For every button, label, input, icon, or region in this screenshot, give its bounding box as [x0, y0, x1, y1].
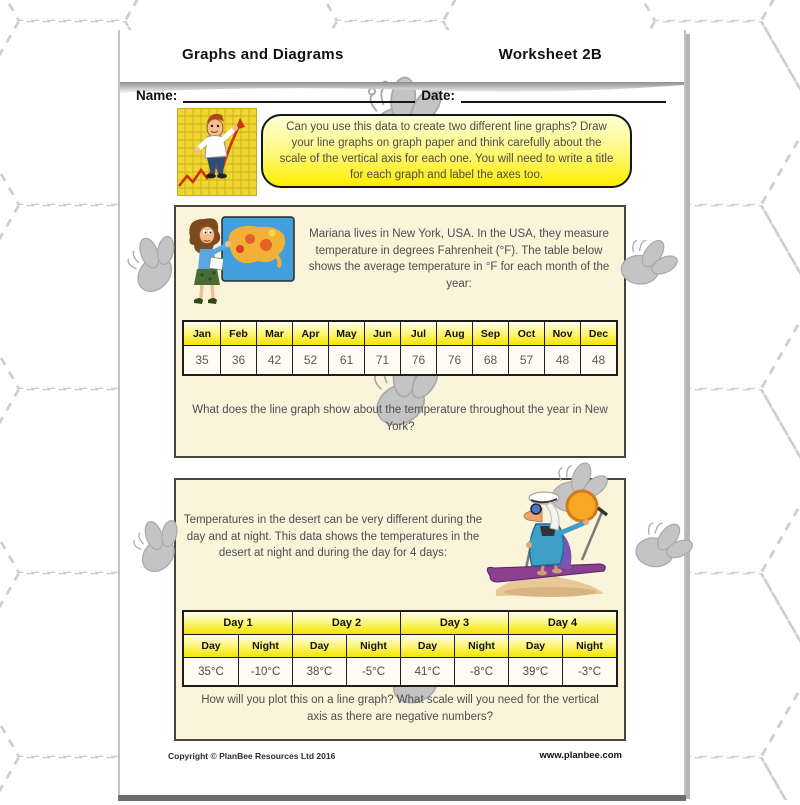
temp-value-cell: 39°C: [508, 658, 562, 685]
month-value-cell: 42: [256, 346, 292, 374]
worksheet-page: [118, 30, 686, 795]
page-title: Graphs and Diagrams: [182, 46, 344, 63]
daynight-header-cell: Day: [292, 635, 346, 658]
month-header-cell: Feb: [220, 322, 256, 346]
graph-cartoon-image: [177, 108, 257, 196]
website-text: www.planbee.com: [539, 750, 622, 761]
month-header-cell: Jul: [400, 322, 436, 346]
section1-question: What does the line graph show about the temperature throughout the year in New York?: [192, 404, 608, 433]
month-header-cell: Jan: [184, 322, 220, 346]
section2-paragraph: Temperatures in the desert can be very different during the day and at night. This data shows the temperatures in the desert at night and during the day for 4 days:: [183, 514, 483, 560]
monthly-temperature-table: [182, 320, 618, 376]
temp-value-cell: 35°C: [198, 665, 224, 678]
temp-value-cell: -3°C: [562, 658, 616, 685]
temp-value-cell: 38°C: [292, 658, 346, 685]
month-value-cell: 68: [472, 346, 508, 374]
desert-skier-image: [478, 482, 622, 602]
month-header-cell: Mar: [256, 322, 292, 346]
month-value-cell: 57: [508, 346, 544, 374]
daynight-header-cell: Night: [238, 635, 292, 658]
worksheet-number: Worksheet 2B: [498, 46, 602, 63]
daynight-header-cell: Day: [508, 635, 562, 658]
temp-value-cell: -10°C: [238, 658, 292, 685]
day-header-cell: Day 2: [292, 612, 400, 635]
section2-question: How will you plot this on a line graph? What scale will you need for the vertical axis as there are negative numbers?: [201, 694, 599, 723]
day-header-cell: Day 4: [508, 612, 616, 635]
month-value-cell: 52: [292, 346, 328, 374]
temp-value-cell: 41°C: [400, 658, 454, 685]
map-cartoon-image: [180, 211, 297, 312]
daynight-header-cell: Night: [454, 635, 508, 658]
month-value-cell: 71: [364, 346, 400, 374]
temp-value-cell: -5°C: [346, 658, 400, 685]
month-header-cell: May: [328, 322, 364, 346]
month-value-cell: 48: [544, 346, 580, 374]
daynight-header-cell: Day: [184, 635, 238, 658]
month-header-cell: Apr: [292, 322, 328, 346]
day-header-cell: Day 1: [184, 612, 292, 635]
month-header-cell: Aug: [436, 322, 472, 346]
daynight-header-cell: Night: [562, 635, 616, 658]
month-header-cell: Dec: [580, 322, 616, 346]
month-header-cell: Oct: [508, 322, 544, 346]
daynight-header-cell: Night: [346, 635, 400, 658]
instruction-text: Can you use this data to create two different line graphs? Draw your line graphs on graph paper and think carefully about the scale of the vertical axis for each one. You will need to write a title for each graph and label the axes too.: [279, 120, 614, 182]
month-value-cell: 76: [400, 346, 436, 374]
month-header-cell: Jun: [364, 322, 400, 346]
instruction-speech-bubble: [261, 114, 632, 188]
date-field-line: [461, 86, 666, 103]
daynight-header-cell: Day: [400, 635, 454, 658]
name-field-line: [183, 86, 415, 103]
month-value-cell: 48: [580, 346, 616, 374]
desert-temperature-table: [182, 610, 618, 687]
month-value-cell: 76: [436, 346, 472, 374]
sun-icon: [567, 491, 597, 521]
copyright-text: Copyright © PlanBee Resources Ltd 2016: [168, 751, 336, 761]
month-header-cell: Nov: [544, 322, 580, 346]
month-value-cell: 36: [220, 346, 256, 374]
date-label: Date:: [421, 88, 456, 103]
day-header-cell: Day 3: [400, 612, 508, 635]
name-date-row: [136, 86, 672, 103]
name-label: Name:: [136, 88, 178, 103]
month-value-cell: 35: [195, 353, 209, 367]
month-value-cell: 61: [328, 346, 364, 374]
temp-value-cell: -8°C: [454, 658, 508, 685]
section1-paragraph: Mariana lives in New York, USA. In the USA, they measure temperature in degrees Fahrenheit (°F). The table below shows the average temperature in °F for each month of the year:: [308, 228, 610, 291]
month-header-cell: Sep: [472, 322, 508, 346]
